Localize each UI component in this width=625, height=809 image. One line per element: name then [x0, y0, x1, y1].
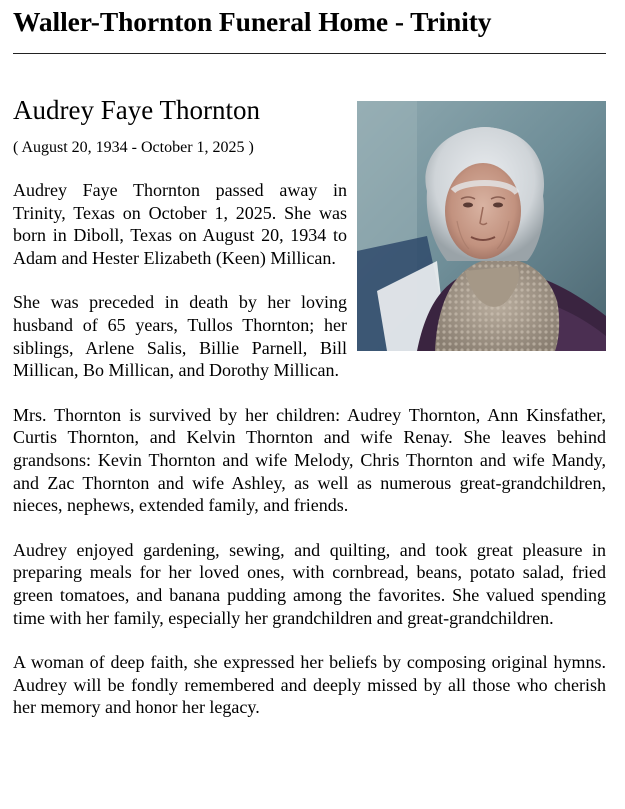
paragraph: She was preceded in death by her loving husband of 65 years, Tullos Thornton; her siblings, Arlene Salis, Billie Parnell, Bill Millican, Bo Millican, and Dorothy Millican. — [13, 292, 347, 381]
portrait-photo — [357, 101, 606, 351]
paragraph: Audrey enjoyed gardening, sewing, and quilting, and took great pleasure in preparing meals for her loved ones, with cornbread, beans, potato salad, fried green tomatoes, and banana pudding among the favorites. She valued spending time with her family, especially her grandchildren and great-grandchildren. — [13, 539, 606, 628]
deceased-name: Audrey Faye Thornton — [13, 95, 260, 125]
page — [13, 0, 606, 719]
life-dates: ( August 20, 1934 - October 1, 2025 ) — [13, 139, 254, 156]
paragraph: Mrs. Thornton is survived by her children: Audrey Thornton, Ann Kinsfather, Curtis Thornton, and Kelvin Thornton and wife Renay. She leaves behind grandsons: Kevin Thornton and wife Melody, Chris Thornton and wife Mandy, and Zac Thornton and wife Ashley, as well as numerous great-grandchildren, nieces, nephews, extended family, and friends. — [13, 404, 606, 516]
paragraph: Audrey Faye Thornton passed away in Trinity, Texas on October 1, 2025. She was born in Diboll, Texas on August 20, 1934 to Adam and Hester Elizabeth (Keen) Millican. — [13, 180, 347, 268]
header-divider — [13, 53, 606, 54]
paragraph: A woman of deep faith, she expressed her beliefs by composing original hymns. Audrey will be fondly remembered and deeply missed by all those who cherish her memory and honor her legacy. — [13, 652, 606, 718]
site-title: Waller-Thornton Funeral Home - Trinity — [13, 6, 492, 37]
